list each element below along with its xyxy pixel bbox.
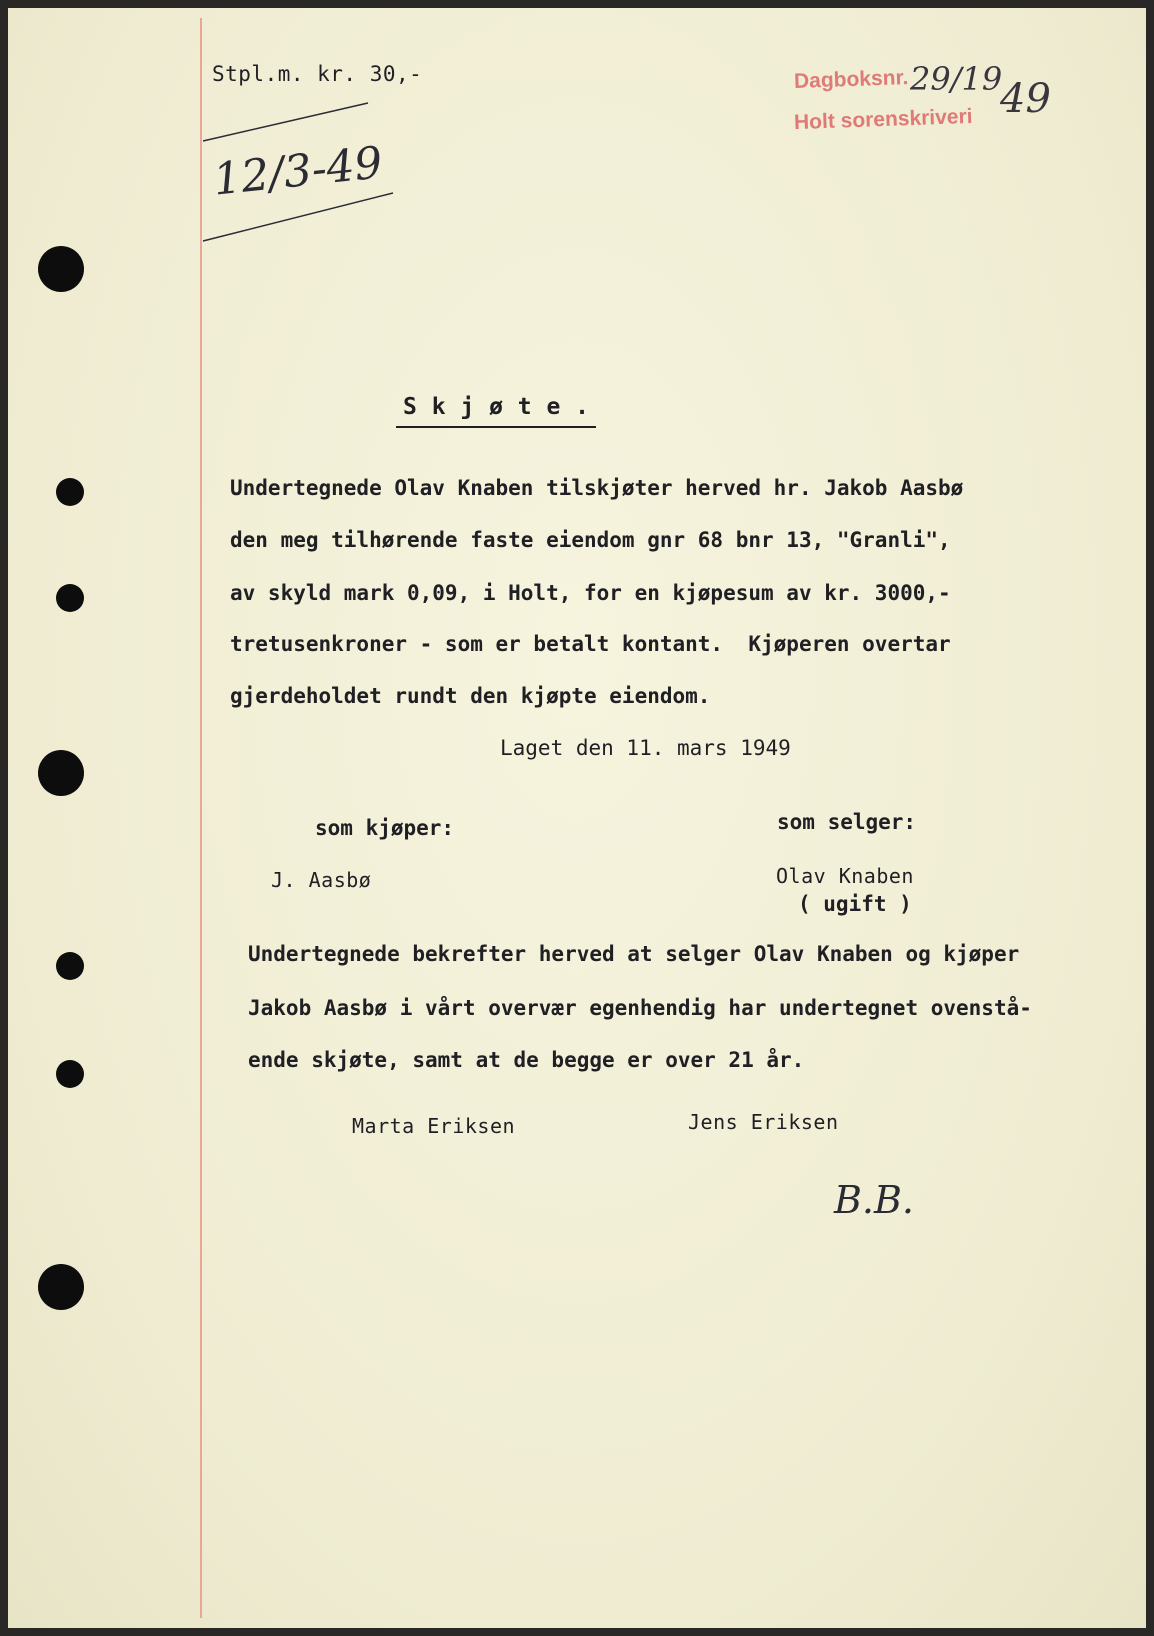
punch-hole xyxy=(38,246,84,292)
handwritten-initials: B.B. xyxy=(834,1178,915,1222)
dagbok-year: 49 xyxy=(1000,76,1051,122)
para1-line: tretusenkroner - som er betalt kontant. Kjøperen overtar xyxy=(230,632,951,656)
seller-signature: Olav Knaben xyxy=(776,864,914,888)
punch-hole xyxy=(56,1060,84,1088)
buyer-label: som kjøper: xyxy=(315,816,455,840)
witness-signature: Jens Eriksen xyxy=(688,1110,839,1134)
witness-signature: Marta Eriksen xyxy=(352,1114,516,1138)
office-stamp: Holt sorenskriveri xyxy=(793,104,973,135)
para2-line: Jakob Aasbø i vårt overvær egenhendig har undertegnet ovenstå- xyxy=(248,996,1032,1020)
date-line: Laget den 11. mars 1949 xyxy=(500,736,791,760)
title-underline xyxy=(396,426,596,428)
document-page xyxy=(8,8,1146,1628)
dagbok-label: Dagboksnr. xyxy=(793,66,909,93)
punch-hole xyxy=(38,1264,84,1310)
dagbok-number: 29/19 xyxy=(910,60,1003,98)
seller-status: ( ugift ) xyxy=(798,892,912,916)
para1-line: Undertegnede Olav Knaben tilskjøter herved hr. Jakob Aasbø xyxy=(230,476,964,500)
para2-line: Undertegnede bekrefter herved at selger Olav Knaben og kjøper xyxy=(248,942,1020,966)
para2-line: ende skjøte, samt at de begge er over 21 år. xyxy=(248,1048,805,1072)
punch-hole xyxy=(56,584,84,612)
punch-hole xyxy=(38,750,84,796)
buyer-signature: J. Aasbø xyxy=(271,868,372,892)
para1-line: den meg tilhørende faste eiendom gnr 68 bnr 13, "Granli", xyxy=(230,528,951,552)
handwritten-date: 12/3-49 xyxy=(210,137,385,206)
punch-hole xyxy=(56,952,84,980)
document-title: S k j ø t e . xyxy=(403,394,590,420)
para1-line: av skyld mark 0,09, i Holt, for en kjøpesum av kr. 3000,- xyxy=(230,581,951,605)
para1-line: gjerdeholdet rundt den kjøpte eiendom. xyxy=(230,684,711,708)
stamp-fee: Stpl.m. kr. 30,- xyxy=(212,62,423,86)
punch-hole xyxy=(56,478,84,506)
red-margin-line xyxy=(200,18,202,1618)
seller-label: som selger: xyxy=(777,810,917,834)
